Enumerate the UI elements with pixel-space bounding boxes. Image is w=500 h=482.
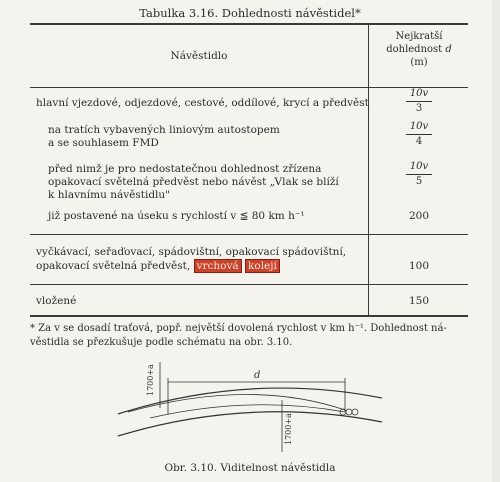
row-inserted: vložené: [36, 295, 77, 307]
row-autostop-line2: a se souhlasem FMD: [48, 137, 159, 149]
row-shunting-line2: opakovací světelná předvěst, vrchová kolejí: [36, 260, 280, 273]
header-signal: Návěstidlo: [170, 50, 228, 62]
fraction-row2: 10v 4: [370, 121, 468, 148]
header-distance-line2: dohlednost d: [386, 44, 452, 55]
row-shunting-line1: vyčkávací, seřaďovací, spádovištní, opakovací spádovištní,: [36, 246, 347, 258]
sight-line-lower: [150, 405, 345, 418]
highlight-word: vrchová: [194, 259, 242, 273]
row-autostop-line1: na tratích vybavených liniovým autostopem: [48, 124, 280, 136]
fraction-row3: 10v 5: [370, 161, 468, 188]
label-height-right: 1700+a: [284, 413, 293, 445]
footnote-line1: * Za v se dosadí traťová, popř. největší dovolená rychlost v km h⁻¹. Dohlednost ná-: [30, 323, 447, 334]
value-row4: 200: [408, 210, 430, 222]
fraction-row1: 10v 3: [370, 88, 468, 115]
sight-line-upper: [128, 394, 345, 412]
row-repeater-line3: k hlavnímu návěstidlu": [48, 189, 170, 201]
table-title: Tabulka 3.16. Dohlednosti návěstidel*: [139, 6, 361, 20]
row-repeater-line1: před nimž je pro nedostatečnou dohlednost zřízena: [48, 163, 322, 175]
signal-lamp: [352, 409, 358, 415]
footnote-line2: věstidla se přezkušuje podle schématu na obr. 3.10.: [30, 337, 293, 348]
signal-lamp: [346, 409, 352, 415]
figure-caption: Obr. 3.10. Viditelnost návěstidla: [164, 462, 336, 474]
label-distance: d: [254, 370, 261, 381]
track-upper-rail: [118, 388, 382, 414]
track-lower-rail: [118, 412, 382, 436]
value-row5: 100: [408, 260, 430, 272]
header-distance-line1: Nejkratší: [395, 31, 443, 42]
header-distance-unit: (m): [410, 57, 428, 68]
highlight-word: kolejí: [245, 259, 280, 273]
row-speed-limit: již postavené na úseku s rychlostí v ≦ 80 km h⁻¹: [48, 210, 305, 222]
label-height-left: 1700+a: [146, 364, 155, 396]
row-repeater-line2: opakovací světelná předvěst nebo návěst „Vlak se blíží: [48, 176, 339, 188]
row-main-signals: hlavní vjezdové, odjezdové, cestové, oddílové, krycí a předvěst: [36, 97, 369, 109]
value-row6: 150: [408, 295, 430, 307]
